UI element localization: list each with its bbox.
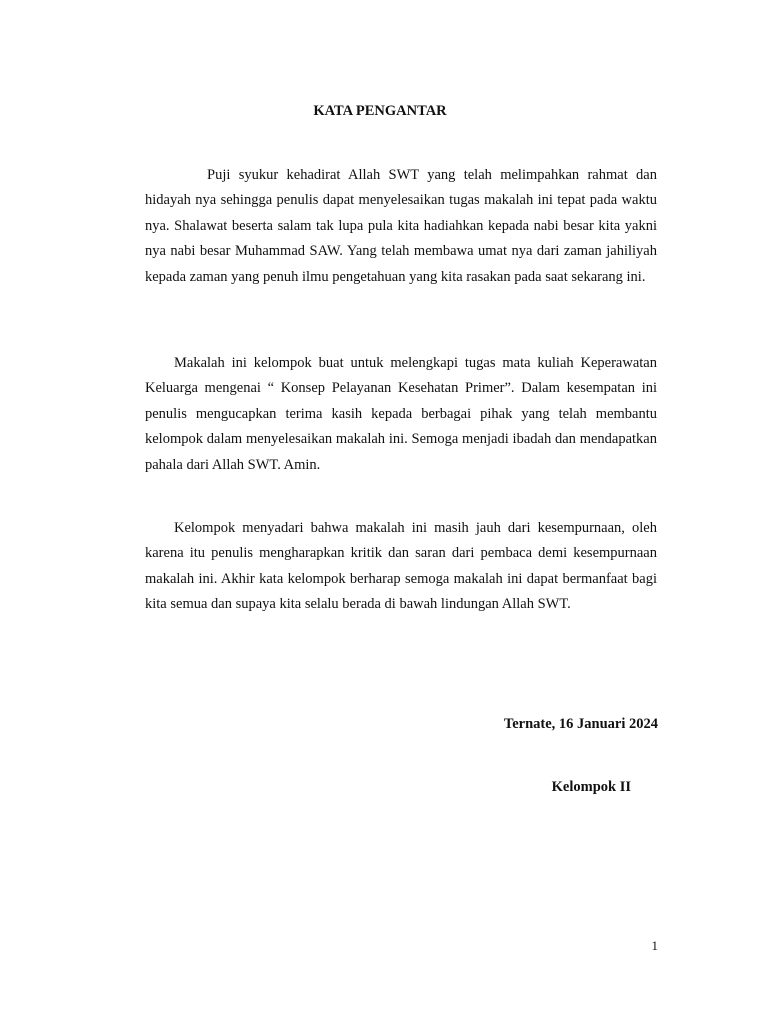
paragraph-3: Kelompok menyadari bahwa makalah ini masih jauh dari kesempurnaan, oleh karena itu penulis mengharapkan kritik dan saran dari pembaca demi kesempurnaan makalah ini. Akhir kata kelompok berharap semoga makalah ini dapat bermanfaat bagi kita semua dan supaya kita selalu berada di bawah lindungan Allah SWT. <box>145 520 657 613</box>
paragraph-2: Makalah ini kelompok buat untuk melengkapi tugas mata kuliah Keperawatan Keluarga mengenai “ Konsep Pelayanan Kesehatan Primer”. Dalam kesempatan ini penulis mengucapkan terima kasih kepada berbagai pihak yang telah membantu kelompok dalam menyelesaikan makalah ini. Semoga menjadi ibadah dan mendapatkan pahala dari Allah SWT. Amin. <box>145 355 657 473</box>
paragraph-1: Puji syukur kehadirat Allah SWT yang telah melimpahkan rahmat dan hidayah nya sehingga penulis dapat menyelesaikan tugas makalah ini tepat pada waktu nya. Shalawat beserta salam tak lupa pula kita hadiahkan kepada nabi besar kita yakni nya nabi besar Muhammad SAW. Yang telah membawa umat nya dari zaman jahiliyah kepada zaman yang penuh ilmu pengetahuan yang kita rasakan pada saat sekarang ini. <box>145 167 657 285</box>
page-title: KATA PENGANTAR <box>313 103 447 119</box>
signature: Kelompok II <box>551 779 631 795</box>
page-number: 1 <box>651 938 658 953</box>
place-date: Ternate, 16 Januari 2024 <box>503 716 658 732</box>
